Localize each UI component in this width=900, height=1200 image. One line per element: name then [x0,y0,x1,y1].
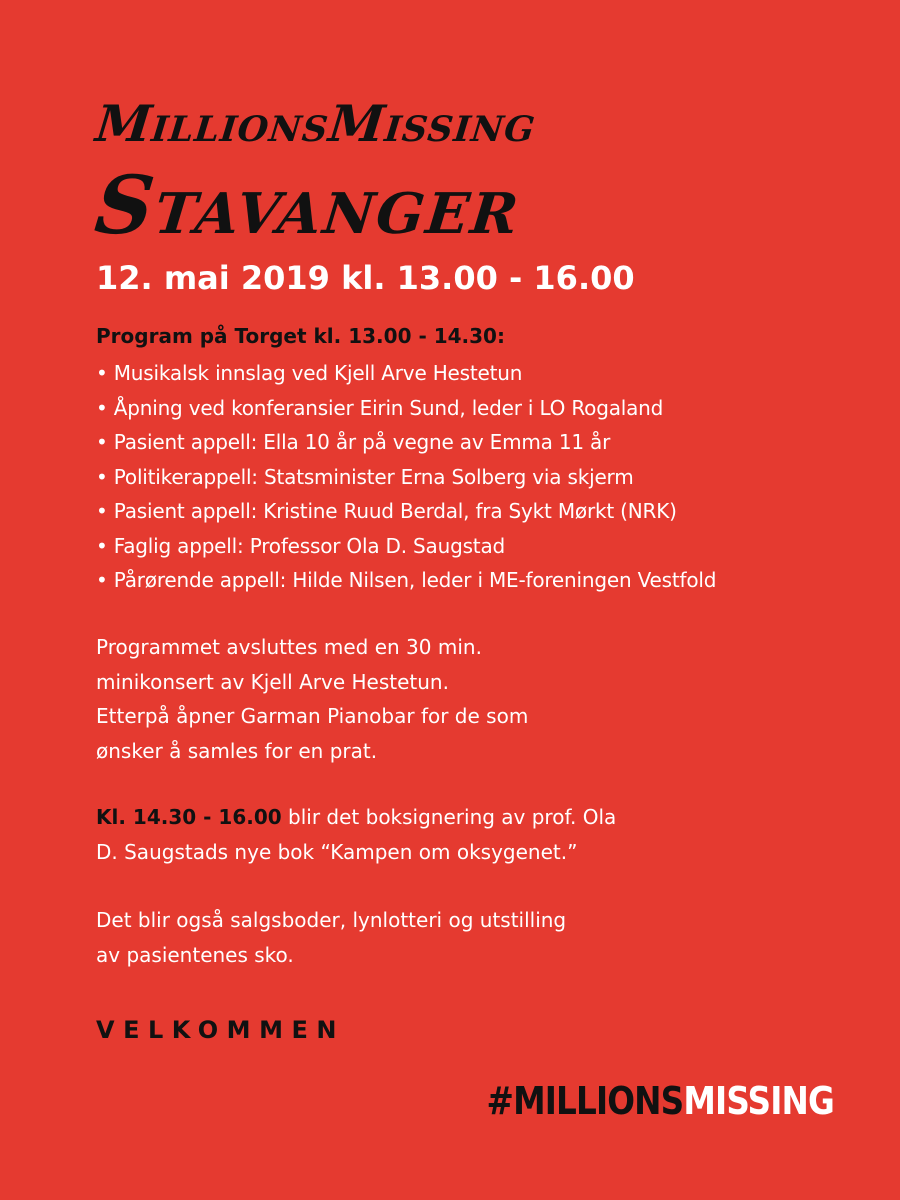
program-item: • Musikalsk innslag ved Kjell Arve Hestetun [96,361,523,385]
hashtag-logo [487,1076,834,1126]
paragraph-line: Programmet avsluttes med en 30 min. [96,635,482,659]
poster-title-line-2: Stavanger [91,158,526,252]
paragraph-line [96,800,616,835]
paragraph-line: Etterpå åpner Garman Pianobar for de som [96,704,529,728]
program-item: • Politikerappell: Statsminister Erna Solberg via skjerm [96,464,634,489]
program-heading: Program på Torget kl. 13.00 - 14.30: [96,324,505,348]
program-item: • Faglig appell: Professor Ola D. Saugstad [96,533,505,558]
signing-time: Kl. 14.30 - 16.00 [96,805,282,829]
program-item: • Pasient appell: Kristine Ruud Berdal, fra Sykt Mørkt (NRK) [96,499,677,523]
program-list [96,356,716,598]
signing-paragraph [96,800,616,869]
program-item: • Pårørende appell: Hilde Nilsen, leder i ME-foreningen Vestfold [96,568,717,592]
closing-paragraph [96,630,528,768]
program-item: • Åpning ved konferansier Eirin Sund, leder i LO Rogaland [96,395,664,420]
poster-title-line-1: MillionsMissing [92,94,539,153]
signing-text: blir det boksignering av prof. Ola [281,805,617,829]
welcome-text: VELKOMMEN [96,1016,345,1044]
hashtag-part-2: MISSING [683,1079,834,1123]
program-item: • Pasient appell: Ella 10 år på vegne av Emma 11 år [96,430,611,454]
hashtag-part-1: #MILLIONS [486,1079,684,1123]
event-date: 12. mai 2019 kl. 13.00 - 16.00 [96,259,635,297]
paragraph-line: ønsker å samles for en prat. [96,738,378,763]
paragraph-line: av pasientenes sko. [96,942,294,967]
extra-paragraph [96,903,566,972]
paragraph-line: Det blir også salgsboder, lynlotteri og utstilling [96,908,567,932]
paragraph-line: minikonsert av Kjell Arve Hestetun. [96,669,449,694]
paragraph-line: D. Saugstads nye bok “Kampen om oksygenet.” [96,839,578,864]
